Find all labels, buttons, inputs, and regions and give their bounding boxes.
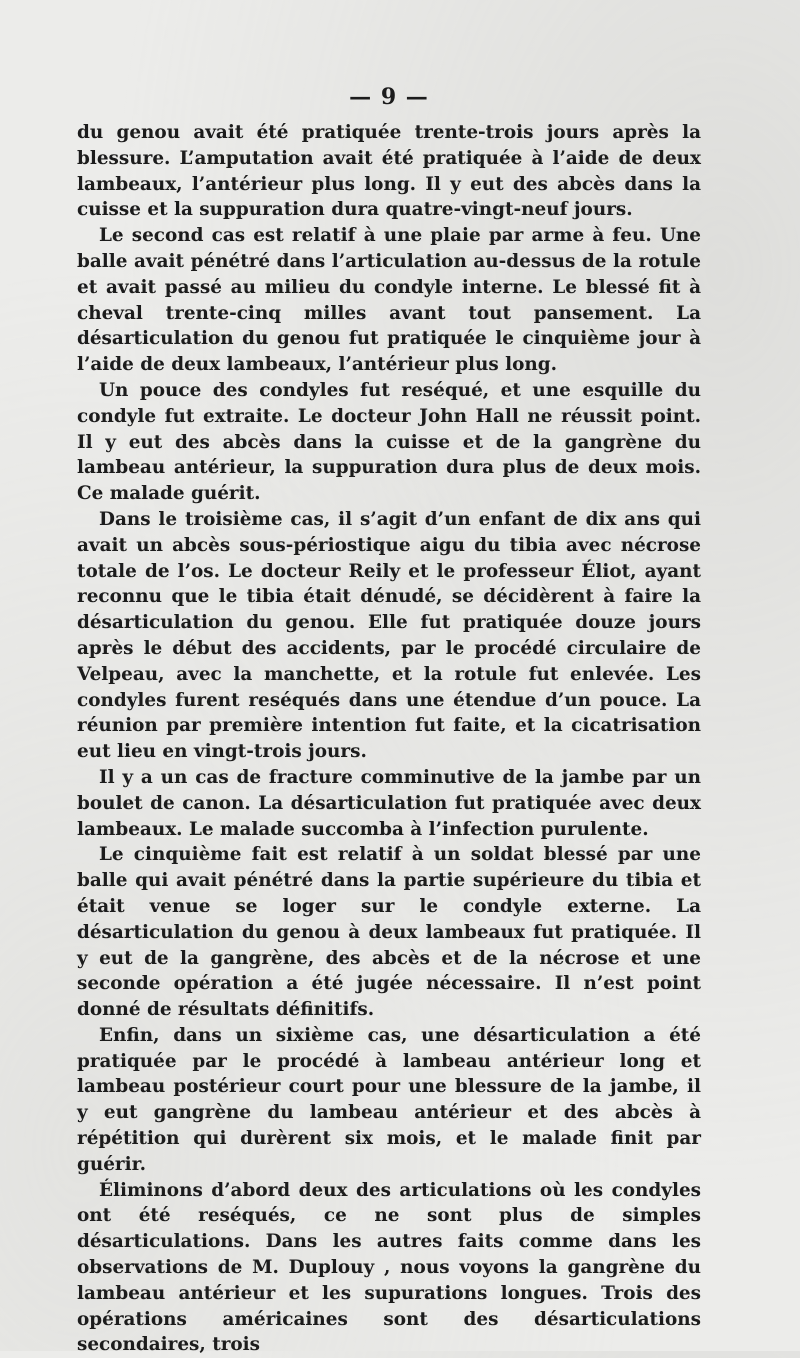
paragraph-6: Le cinquième fait est relatif à un soldat blessé par une balle qui avait pénétré dans la partie supérieure du tibia et était venue se loger sur le condyle externe. La désarticulation du genou à deux lambeaux fut pratiquée. Il y eut de la gangrène, des abcès et de la nécrose et une seconde opération a été jugée nécessaire. Il n’est point donné de résultats définitifs. xyxy=(77,844,701,1021)
paragraph-8: Éliminons d’abord deux des articulations où les condyles ont été reséqués, ce ne sont plus de simples désarticulations. Dans les autres faits comme dans les observations de M. Duplouy , nous voyons la gangrène du lambeau antérieur et les supurations longues. Trois des opérations américaines sont des désarticulations secondaires, trois xyxy=(77,1179,701,1356)
paragraph-3: Un pouce des condyles fut reséqué, et une esquille du condyle fut extraite. Le docteur John Hall ne réussit point. Il y eut des abcès dans la cuisse et de la gangrène du lambeau antérieur, la suppuration dura plus de deux mois. Ce malade guérit. xyxy=(77,379,701,505)
paragraph-5: Il y a un cas de fracture comminutive de la jambe par un boulet de canon. La désarticulation fut pratiquée avec deux lambeaux. Le malade succomba à l’infection purulente. xyxy=(77,766,701,840)
paragraph-1: du genou avait été pratiquée trente-trois jours après la blessure. L’amputation avait été pratiquée à l’aide de deux lambeaux, l’antérieur plus long. Il y eut des abcès dans la cuisse et la suppuration dura quatre-vingt-neuf jours. xyxy=(77,122,701,221)
page-number: — 9 — xyxy=(349,84,429,110)
paragraph-4: Dans le troisième cas, il s’agit d’un enfant de dix ans qui avait un abcès sous-périostique aigu du tibia avec nécrose totale de l’os. Le docteur Reily et le professeur Éliot, ayant reconnu que le tibia était dénudé, se décidèrent à faire la désarticulation du genou. Elle fut pratiquée douze jours après le début des accidents, par le procédé circulaire de Velpeau, avec la manchette, et la rotule fut enlevée. Les condyles furent reséqués dans une étendue d’un pouce. La réunion par première intention fut faite, et la cicatrisation eut lieu en vingt-trois jours. xyxy=(77,508,701,763)
paragraph-7: Enfin, dans un sixième cas, une désarticulation a été pratiquée par le procédé à lambeau antérieur long et lambeau postérieur court pour une blessure de la jambe, il y eut gangrène du lambeau antérieur et des abcès à répétition qui durèrent six mois, et le malade finit par guérir. xyxy=(77,1024,701,1175)
paragraph-2: Le second cas est relatif à une plaie par arme à feu. Une balle avait pénétré dans l’articulation au-dessus de la rotule et avait passé au milieu du condyle interne. Le blessé fit à cheval trente-cinq milles avant tout pansement. La désarticulation du genou fut pratiquée le cinquième jour à l’aide de deux lambeaux, l’antérieur plus long. xyxy=(77,225,701,376)
document-page xyxy=(77,84,701,1356)
